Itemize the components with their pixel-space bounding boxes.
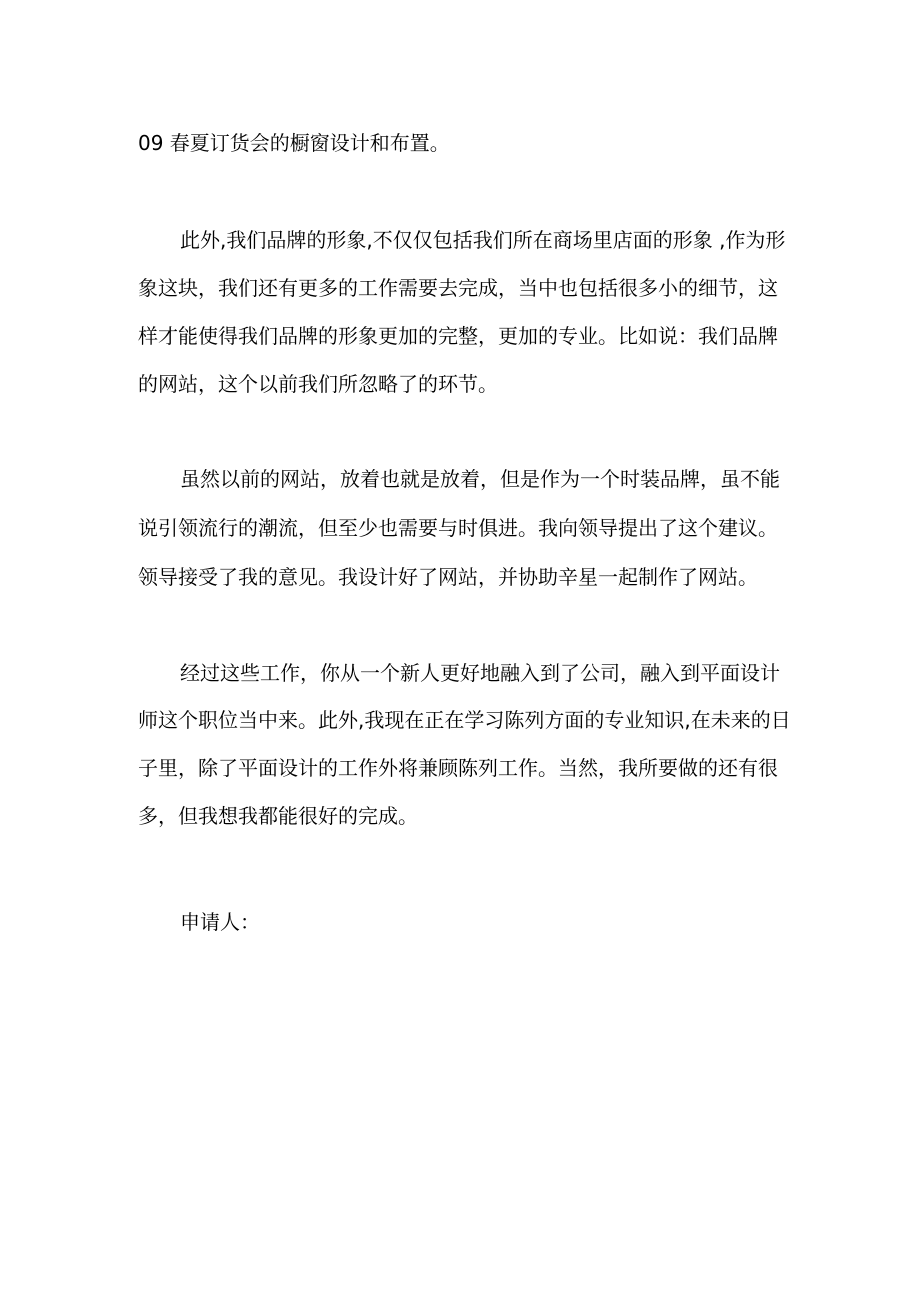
paragraph-line: 象这块，我们还有更多的工作需要去完成，当中也包括很多小的细节，这: [138, 276, 778, 300]
paragraph-line: 说引领流行的潮流，但至少也需要与时俱进。我向领导提出了这个建议。: [138, 516, 778, 540]
paragraph-line: 经过这些工作，你从一个新人更好地融入到了公司，融入到平面设计: [180, 661, 780, 685]
paragraph-line: 领导接受了我的意见。我设计好了网站，并协助辛星一起制作了网站。: [138, 565, 758, 589]
paragraph-line: 此外,我们品牌的形象,不仅仅包括我们所在商场里店面的形象 ,作为形: [180, 228, 786, 252]
paragraph-line: 师这个职位当中来。此外,我现在正在学习陈列方面的专业知识,在未来的日: [138, 708, 791, 732]
paragraph-line: 09 春夏订货会的橱窗设计和布置。: [138, 131, 450, 155]
paragraph-line: 虽然以前的网站，放着也就是放着，但是作为一个时装品牌，虽不能: [180, 467, 780, 491]
paragraph-line: 的网站，这个以前我们所忽略了的环节。: [138, 372, 498, 396]
paragraph-line: 多，但我想我都能很好的完成。: [138, 804, 418, 828]
applicant-label: 申请人：: [180, 910, 260, 934]
paragraph-line: 样才能使得我们品牌的形象更加的完整，更加的专业。比如说：我们品牌: [138, 324, 778, 348]
paragraph-line: 子里，除了平面设计的工作外将兼顾陈列工作。当然，我所要做的还有很: [138, 756, 778, 780]
